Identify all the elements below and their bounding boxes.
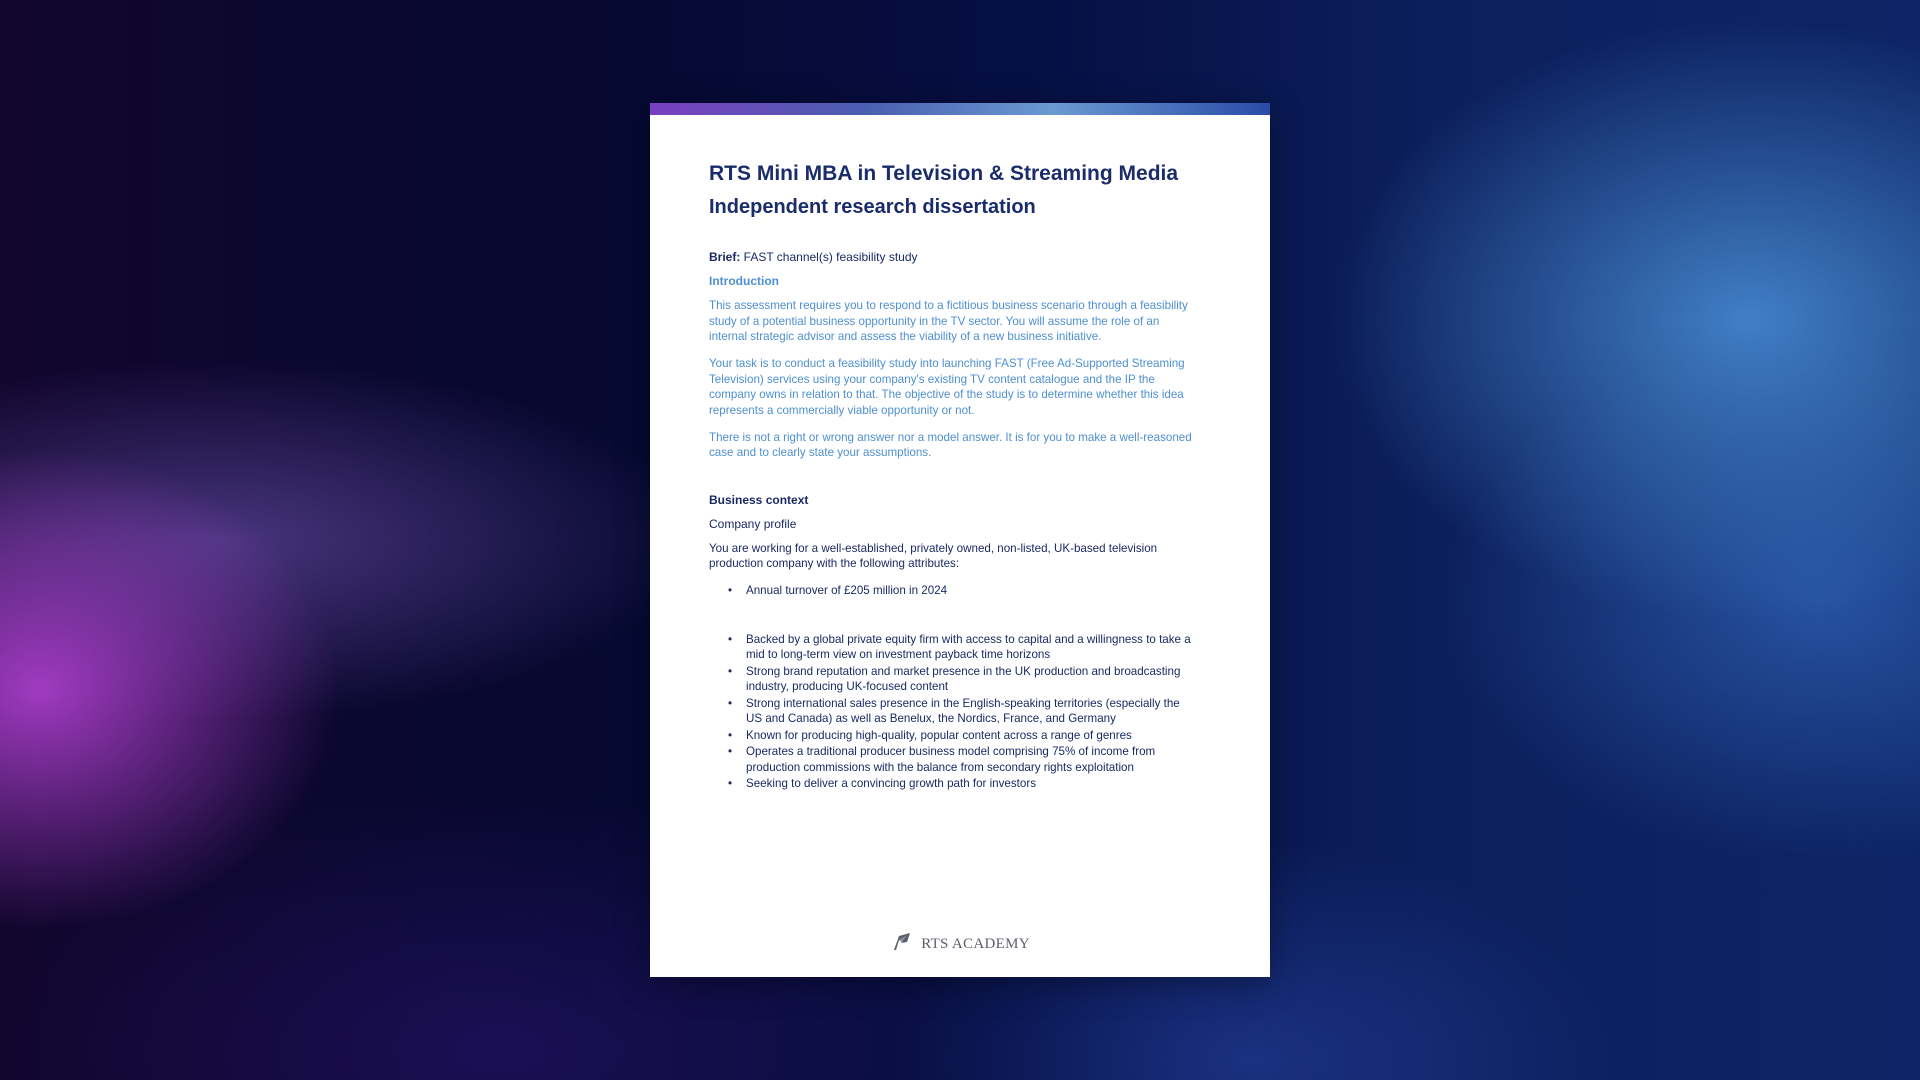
- introduction-paragraph: Your task is to conduct a feasibility study into launching FAST (Free Ad-Supported Streaming Television) services using your company's existing TV content catalogue and the IP the company owns in relation to that. The objective of the study is to determine whether this idea represents a commercially viable opportunity or not.: [709, 357, 1185, 417]
- introduction-paragraph: There is not a right or wrong answer nor a model answer. It is for you to make a well-reasoned case and to clearly state your assumptions.: [709, 430, 1192, 460]
- rts-academy-logo: [650, 930, 1270, 959]
- introduction-heading: Introduction: [709, 274, 779, 288]
- document-subtitle: Independent research dissertation: [709, 196, 1036, 218]
- list-item: • Annual turnover of £205 million in 2024: [709, 583, 1199, 599]
- list-item: • Backed by a global private equity firm with access to capital and a willingness to take a mid to long-term view on investment payback time horizons: [709, 632, 1199, 663]
- brief-label: Brief:: [709, 250, 741, 264]
- business-context-heading: Business context: [709, 492, 809, 507]
- company-profile-intro: You are working for a well-established, privately owned, non-listed, UK-based television production company with the following attributes:: [709, 541, 1158, 571]
- document-content: [709, 161, 1199, 792]
- document-page: [650, 103, 1270, 977]
- list-item: • Known for producing high-quality, popular content across a range of genres: [709, 728, 1199, 744]
- attribute-list-first: [709, 583, 1199, 599]
- brief-text: FAST channel(s) feasibility study: [740, 250, 918, 264]
- rts-academy-logo-text: RTS ACADEMY: [921, 936, 1030, 952]
- list-item: • Strong brand reputation and market presence in the UK production and broadcasting industry, producing UK-focused content: [709, 664, 1199, 695]
- document-title: RTS Mini MBA in Television & Streaming Media: [709, 162, 1179, 185]
- rts-academy-logo-icon: [890, 930, 914, 959]
- page-header-bar: [650, 103, 1270, 115]
- list-item: • Seeking to deliver a convincing growth path for investors: [709, 776, 1199, 792]
- list-item: • Operates a traditional producer business model comprising 75% of income from production commissions with the balance from secondary rights exploitation: [709, 744, 1199, 775]
- attribute-list: [709, 632, 1199, 792]
- company-profile-subheading: Company profile: [709, 516, 797, 531]
- introduction-paragraph: This assessment requires you to respond to a fictitious business scenario through a feasibility study of a potential business opportunity in the TV sector. You will assume the role of an internal strategic advisor and assess the viability of a new business initiative.: [709, 299, 1188, 343]
- brief-line: [709, 250, 1199, 265]
- list-item: • Strong international sales presence in the English-speaking territories (especially the US and Canada) as well as Benelux, the Nordics, France, and Germany: [709, 696, 1199, 727]
